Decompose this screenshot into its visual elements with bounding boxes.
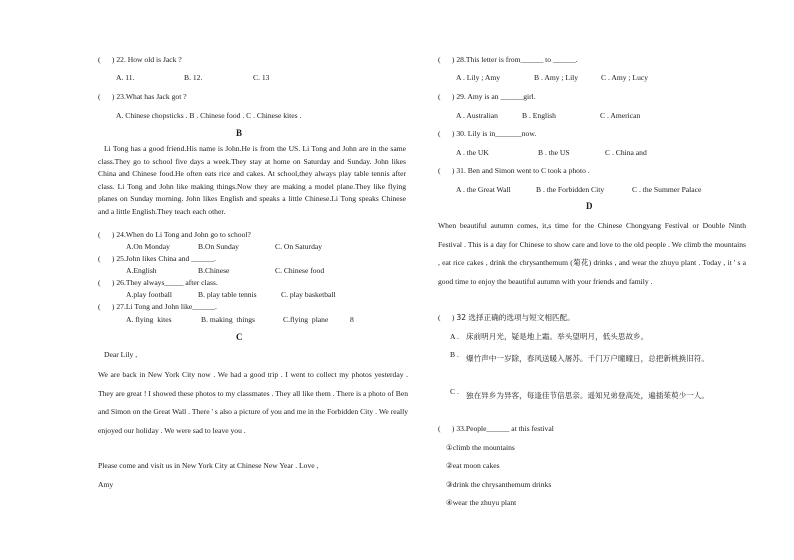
option-a[interactable]: A . the UK bbox=[456, 148, 489, 157]
option-b[interactable]: B.Chinese bbox=[198, 266, 230, 275]
question-27: ( ) 27.Li Tong and John like______. bbox=[98, 302, 217, 311]
option-a[interactable]: A.English bbox=[126, 266, 157, 275]
answer-blank[interactable]: ( ) bbox=[98, 302, 115, 311]
option-c[interactable]: C . the Summer Palace bbox=[632, 185, 702, 194]
question-26: ( ) 26.They always_____ after class. bbox=[98, 278, 218, 287]
passage-d: When beautiful autumn comes, it,s time for the Chinese Chongyang Festival or Double Ninth Festival . This is a day for Chinese to show care and love to the old people . We climb the mountains , eat rice cakes , drink the chrysanthemum (菊花) drinks , and wear the zhuyu plant . Today , it ' s a good time to enjoy the beautiful autumn with your friends and family . bbox=[438, 221, 746, 286]
question-33-item-2[interactable]: ②eat moon cakes bbox=[446, 461, 500, 470]
question-22: ( ) 22. How old is Jack ? bbox=[98, 55, 182, 64]
answer-blank[interactable]: ( ) bbox=[98, 230, 115, 239]
option-b[interactable]: B . English bbox=[522, 111, 556, 120]
question-32: ( ) 32 选择正确的选项与短文相匹配。 bbox=[438, 313, 575, 322]
letter-invite: Please come and visit us in New York City at Chinese New Year . Love , bbox=[98, 461, 319, 470]
section-c-heading: C bbox=[236, 332, 243, 342]
answer-blank[interactable]: ( ) bbox=[438, 129, 455, 138]
question-33-item-4[interactable]: ④wear the zhuyu plant bbox=[446, 498, 517, 507]
page-number: 8 bbox=[350, 315, 354, 324]
option-b[interactable]: B . the Forbidden City bbox=[536, 185, 605, 194]
option-c[interactable]: C. 13 bbox=[253, 73, 270, 82]
option-c[interactable]: C . China and bbox=[605, 148, 647, 157]
question-32-option-c[interactable]: C . 独在异乡为异客，每逢佳节倍思亲。遥知兄弟登高处，遍插茱萸少一人。 bbox=[450, 387, 709, 400]
answer-blank[interactable]: ( ) bbox=[98, 254, 115, 263]
answer-blank[interactable]: ( ) bbox=[98, 55, 115, 64]
question-32-option-b[interactable]: B . 爆竹声中一岁除，春风送暖入屠苏。千门万户曈曈日，总把新桃换旧符。 bbox=[450, 350, 709, 363]
option-a[interactable]: A . Lily ; Amy bbox=[456, 73, 501, 82]
option-b[interactable]: B. 12. bbox=[184, 73, 203, 82]
option-b[interactable]: B.On Sunday bbox=[198, 242, 239, 251]
question-32-option-a[interactable]: A . 床前明月光，疑是地上霜。举头望明月，低头思故乡。 bbox=[450, 332, 649, 341]
option-a[interactable]: A . the Great Wall bbox=[456, 185, 511, 194]
letter-signature: Amy bbox=[98, 480, 114, 489]
section-d-heading: D bbox=[586, 201, 593, 211]
option-b[interactable]: B. play table tennis bbox=[198, 290, 257, 299]
option-b[interactable]: B . the US bbox=[538, 148, 570, 157]
option-c[interactable]: C. Chinese food bbox=[275, 266, 325, 275]
option-a[interactable]: A.play football bbox=[126, 290, 172, 299]
question-33-item-3[interactable]: ③drink the chrysanthemum drinks bbox=[446, 480, 552, 489]
answer-blank[interactable]: ( ) bbox=[438, 424, 455, 433]
option-c[interactable]: C. On Saturday bbox=[275, 242, 323, 251]
answer-blank[interactable]: ( ) bbox=[98, 92, 115, 101]
question-33-item-1[interactable]: ①climb the mountains bbox=[446, 443, 515, 452]
option-c[interactable]: C. play basketball bbox=[281, 290, 336, 299]
answer-blank[interactable]: ( ) bbox=[438, 313, 455, 322]
option-b[interactable]: B. making things bbox=[201, 315, 256, 324]
question-33: ( ) 33.People______ at this festival bbox=[438, 424, 554, 433]
answer-blank[interactable]: ( ) bbox=[98, 278, 115, 287]
question-28: ( ) 28.This letter is from______ to ______. bbox=[438, 55, 578, 64]
question-31: ( ) 31. Ben and Simon went to C took a photo . bbox=[438, 166, 590, 175]
question-30: ( ) 30. Lily is in_______now. bbox=[438, 129, 537, 138]
option-c[interactable]: C . American bbox=[600, 111, 641, 120]
passage-b: Li Tong has a good friend.His name is John.He is from the US. Li Tong and John are in the same class.They go to school five days a week.They stay at home on Saturday and Sunday. John likes China and Chinese food.He often eats rice and cakes. At school,they always play table tennis after class. Li Tong and John like making things.Now they are making a model plane.They like flying planes on Sunday morning. John likes English and speaks a little Chinese.Li Tong speaks Chinese and a little English.They teach each other. bbox=[98, 144, 406, 216]
question-23: ( ) 23.What has Jack got ? bbox=[98, 92, 187, 101]
question-23-options: A. Chinese chopsticks . B . Chinese food . C . Chinese kites . bbox=[116, 111, 302, 120]
option-a[interactable]: A. flying kites bbox=[126, 315, 172, 324]
option-b[interactable]: B . Amy ; Lily bbox=[534, 73, 579, 82]
section-b-heading: B bbox=[236, 128, 243, 138]
option-c[interactable]: C . Amy ; Lucy bbox=[601, 73, 649, 82]
option-a[interactable]: A.On Monday bbox=[126, 242, 170, 251]
answer-blank[interactable]: ( ) bbox=[438, 166, 455, 175]
question-25: ( ) 25.John likes China and ______. bbox=[98, 254, 216, 263]
answer-blank[interactable]: ( ) bbox=[438, 92, 455, 101]
option-a[interactable]: A . Australian bbox=[456, 111, 498, 120]
letter-body: We are back in New York City now . We had a good trip . I went to collect my photos yesterday . They are great ! I showed these photos to my classmates . They all like them . There is a photo of Ben and Simon on the Great Wall . There ' s also a picture of you and me in the Forbidden City . We really enjoyed our holiday . We were sad to leave you . bbox=[98, 370, 408, 435]
letter-greeting: Dear Lily , bbox=[104, 350, 138, 359]
answer-blank[interactable]: ( ) bbox=[438, 55, 455, 64]
question-24: ( ) 24.When do Li Tong and John go to school? bbox=[98, 230, 251, 239]
option-c[interactable]: C.flying plane bbox=[283, 315, 329, 324]
option-a[interactable]: A. 11. bbox=[116, 73, 135, 82]
question-29: ( ) 29. Amy is an ______girl. bbox=[438, 92, 536, 101]
